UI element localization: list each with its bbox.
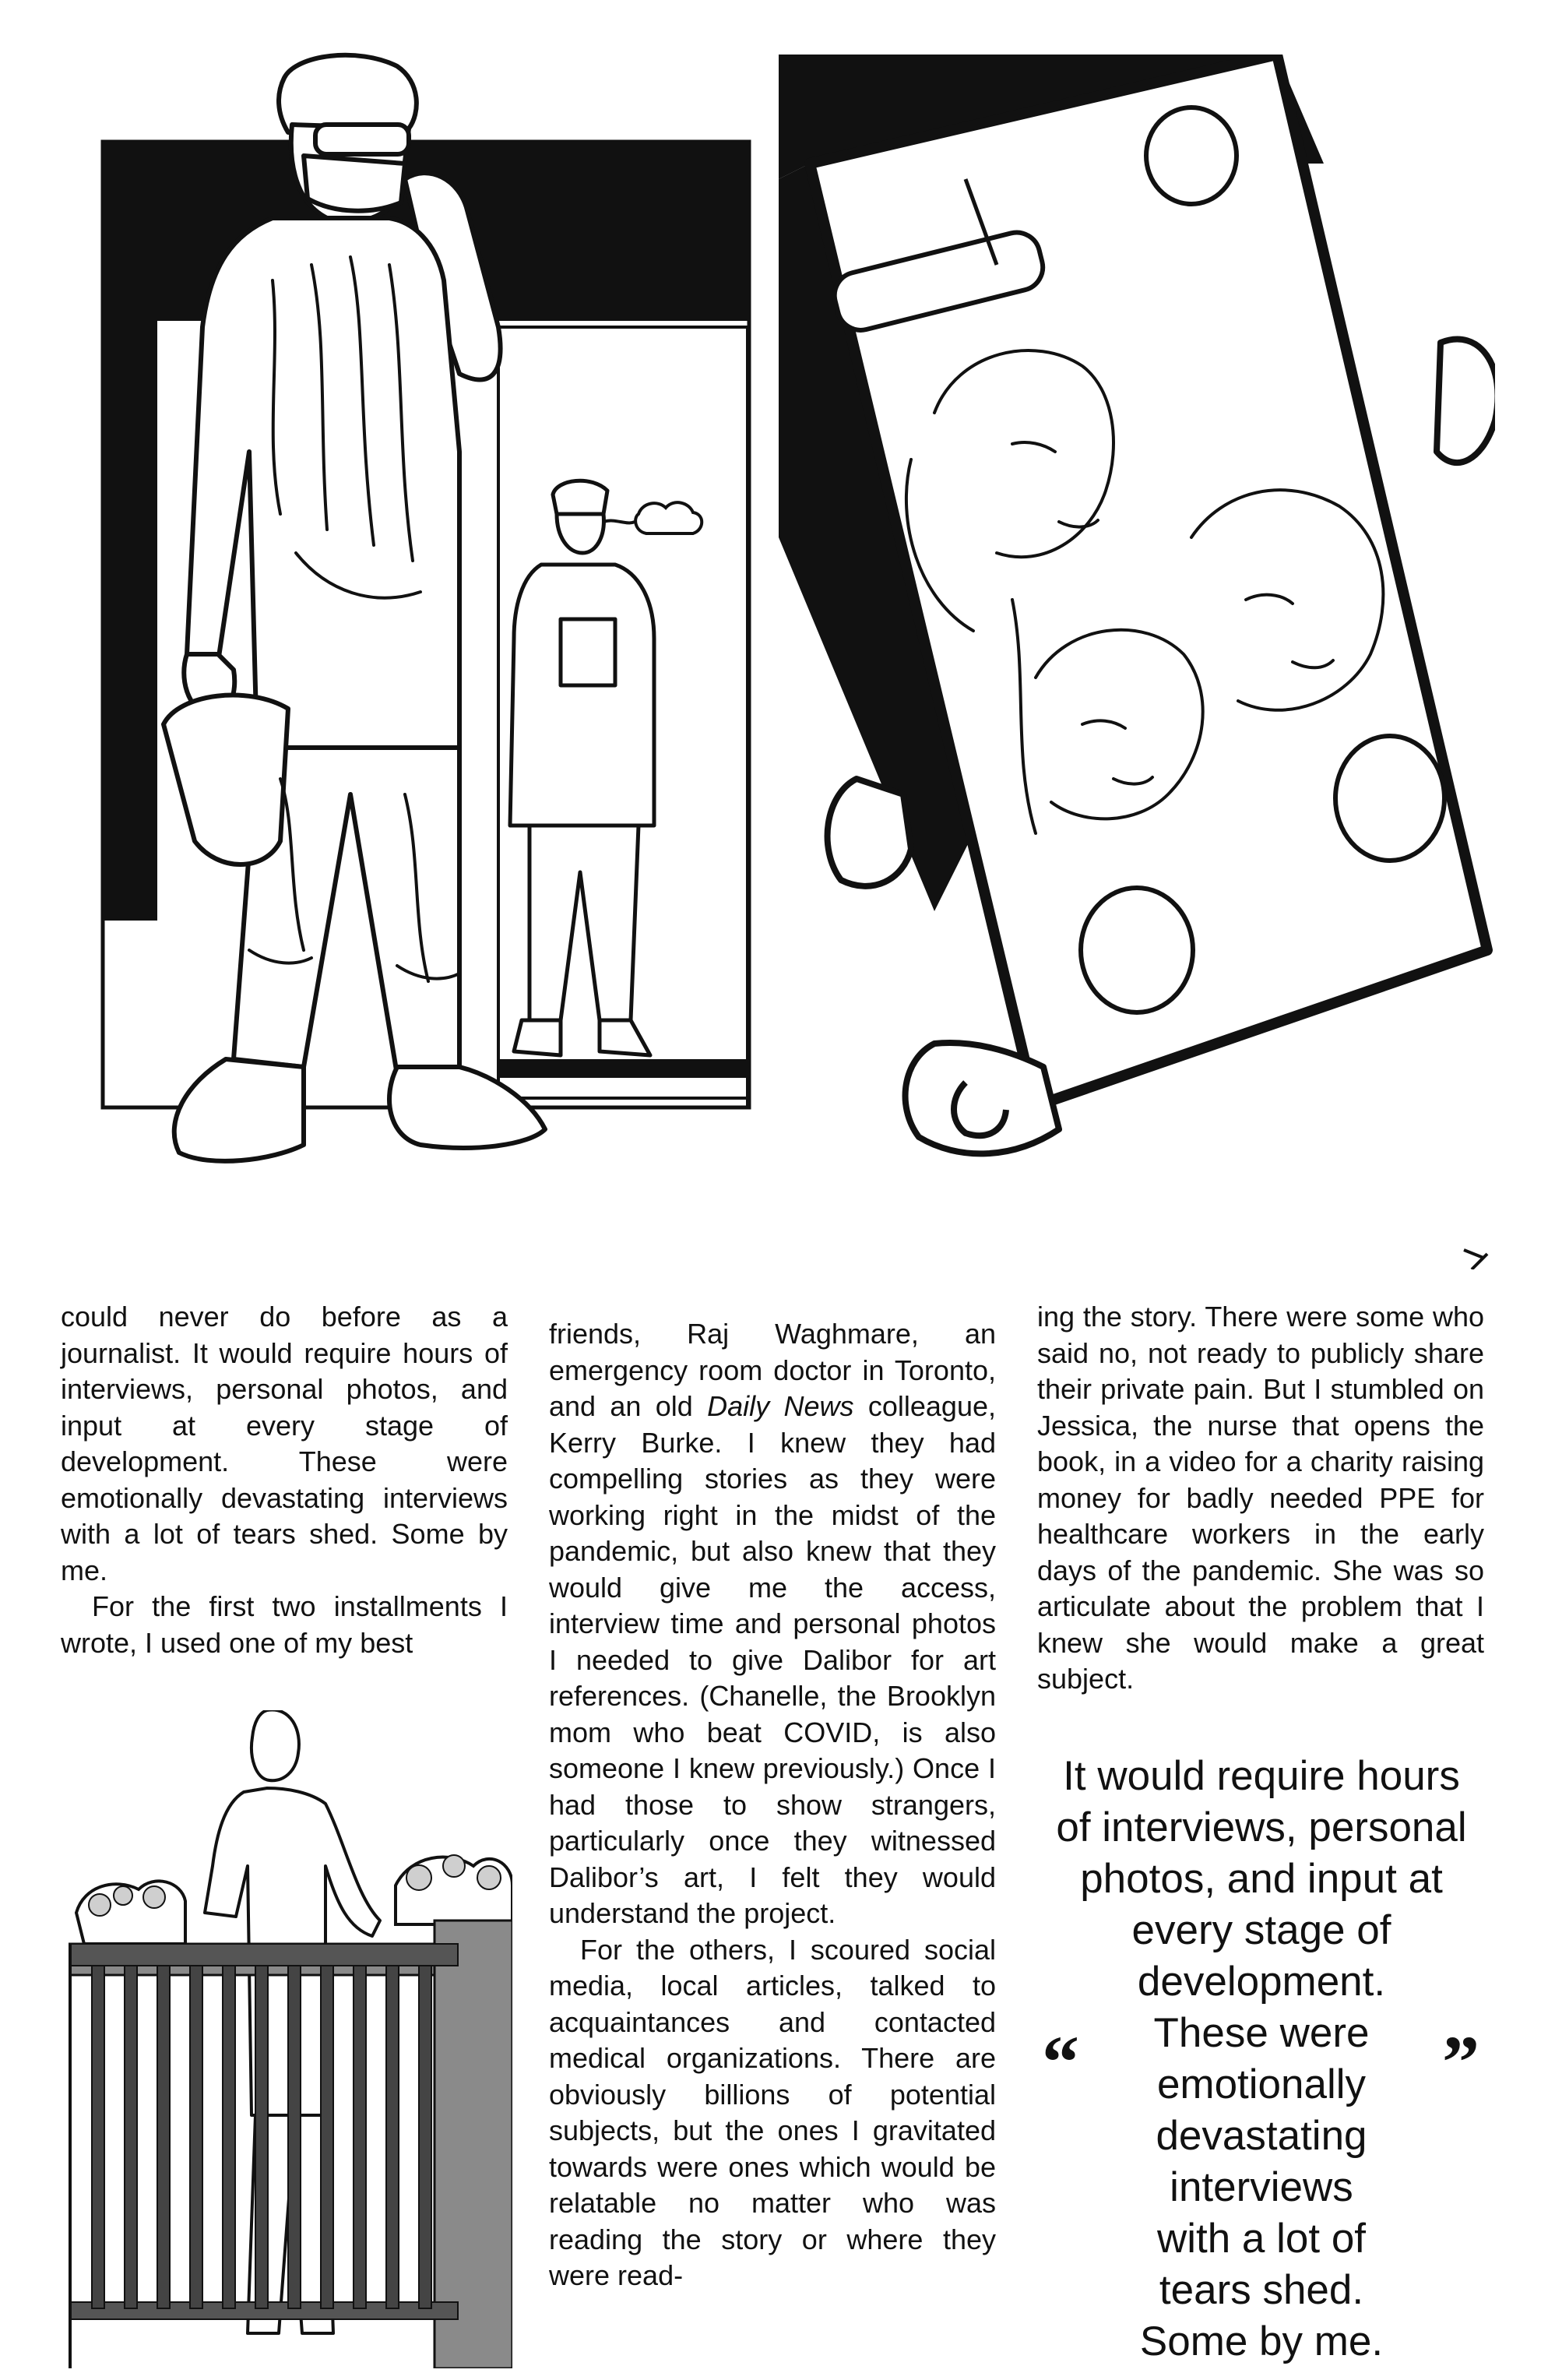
column-1-paragraph-2: For the first two installments I wrote, I used one of my best [61,1590,508,1659]
illustration-man-on-balcony [69,1710,512,2368]
close-quote-mark: ” [1442,2020,1479,2104]
column-1-paragraph-1: could never do before as a journalist. It would require hours of interviews, personal photos, and input at every stage of development. These were emotionally devastating interviews with a lot of tears shed. Some by me. [61,1301,508,1586]
article-column-1 [61,1299,508,1661]
pull-quote [1036,1751,1487,2368]
illustration-phone-family-photo [779,55,1495,1269]
column-2-text-a: friends, Raj Waghmare, an emergency room doctor in Toronto, and an old [549,1318,996,1422]
column-2-paragraph-2: For the others, I scoured social media, local articles, talked to acquaintances and contacted medical organizations. There are obviously billions of potential subjects, but the ones I gravitated towards were ones which would be relatable no matter who was reading the story or where they were read- [549,1933,996,2291]
article-column-2 [549,1316,996,2294]
illustration-doctors-ppe [93,47,779,1262]
column-3-paragraph-1: ing the story. There were some who said no, not ready to publicly share their private pain. But I stumbled on Jessica, the nurse that opens the book, in a video for a charity raising money for badly needed PPE for healthcare workers in the early days of the pandemic. She was so articulate about the problem that I knew she would make a great subject. [1037,1301,1484,1695]
publication-name: Daily News [707,1390,854,1422]
column-2-text-b: colleague, Kerry Burke. I knew they had compelling stories as they were working right in the midst of the pandemic, but also knew that they would give me the access, interview time and personal photos I needed to give Dalibor for art references. (Chanelle, the Brooklyn mom who beat COVID, is also someone I knew previously.) Once I had those to show strangers, particularly once they witnessed Dalibor’s art, I felt they would understand the project. [549,1390,996,1929]
pull-quote-lead: It would require hours of interviews, personal photos, and input at every stage of development. [1056,1753,1467,2005]
column-2-paragraph-1 [549,1316,996,1932]
pull-quote-rest: These were emotionally devastating interviews with a lot of tears shed. Some by me. [1139,2010,1384,2364]
article-column-3 [1037,1299,1484,1698]
open-quote-mark: “ [1042,2020,1079,2104]
